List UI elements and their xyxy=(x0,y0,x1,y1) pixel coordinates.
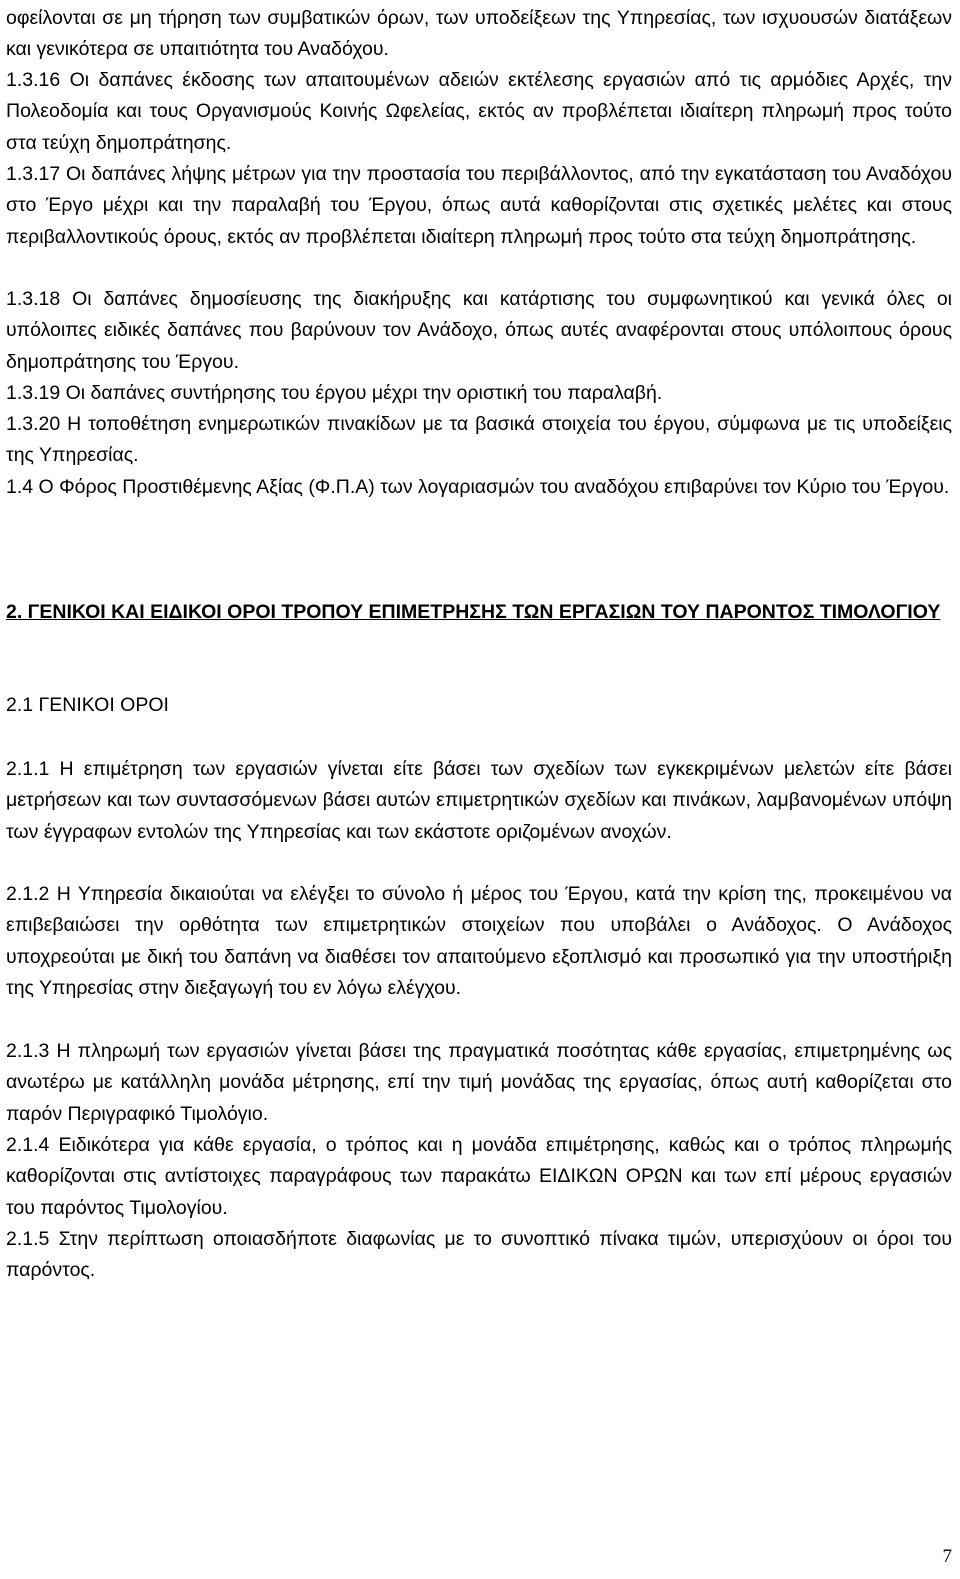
paragraph-2-1-5: 2.1.5 Στην περίπτωση οποιασδήποτε διαφωνίας με το συνοπτικό πίνακα τιμών, υπερισχύουν οι όροι του παρόντος. xyxy=(6,1228,952,1282)
subsection-heading: 2.1 ΓΕΝΙΚΟΙ ΟΡΟΙ xyxy=(6,694,169,716)
paragraph-2-1-4: 2.1.4 Ειδικότερα για κάθε εργασία, ο τρόπος και η μονάδα επιμέτρησης, καθώς και ο τρόπος πληρωμής καθορίζονται στις αντίστοιχες παραγράφους των παρακάτω ΕΙΔΙΚΩΝ ΟΡΩΝ και των επί μέρους εργασιών του παρόντος Τιμολογίου. xyxy=(6,1134,952,1219)
paragraph-1-3-17: 1.3.17 Οι δαπάνες λήψης μέτρων για την προστασία του περιβάλλοντος, από την εγκατάσταση του Αναδόχου στο Έργο μέχρι και την παραλαβή του Έργου, όπως αυτά καθορίζονται στις σχετικές μελέτες και στους περιβαλλοντικούς όρους, εκτός αν προβλέπεται ιδιαίτερη πληρωμή προς τούτο στα τεύχη δημοπράτησης. xyxy=(6,163,952,248)
paragraph-2-1-2: 2.1.2 Η Υπηρεσία δικαιούται να ελέγξει το σύνολο ή μέρος του Έργου, κατά την κρίση της, προκειμένου να επιβεβαιώσει την ορθότητα των επιμετρητικών στοιχείων που υποβάλει ο Ανάδοχος. Ο Ανάδοχος υποχρεούται με δική του δαπάνη να διαθέσει τον απαιτούμενο εξοπλισμό και προσωπικό για την υποστήριξη της Υπηρεσίας στην διεξαγωγή του εν λόγω ελέγχου. xyxy=(6,883,952,1000)
paragraph-1-3-16: 1.3.16 Οι δαπάνες έκδοσης των απαιτουμένων αδειών εκτέλεσης εργασιών από τις αρμόδιες Αρχές, την Πολεοδομία και τους Οργανισμούς Κοινής Ωφελείας, εκτός αν προβλέπεται ιδιαίτερη πληρωμή προς τούτο στα τεύχη δημοπράτησης. xyxy=(6,69,952,154)
section-heading: 2. ΓΕΝΙΚΟΙ ΚΑΙ ΕΙΔΙΚΟΙ ΟΡΟΙ ΤΡΟΠΟΥ ΕΠΙΜΕΤΡΗΣΗΣ ΤΩΝ ΕΡΓΑΣΙΩΝ ΤΟΥ ΠΑΡΟΝΤΟΣ ΤΙΜΟΛΟΓΙΟΥ xyxy=(6,601,941,623)
paragraph-continuation: οφείλονται σε μη τήρηση των συμβατικών όρων, των υποδείξεων της Υπηρεσίας, των ισχυουσών διατάξεων και γενικότερα σε υπαιτιότητα του Αναδόχου. xyxy=(6,7,952,61)
page-number: 7 xyxy=(942,1546,952,1567)
paragraph-1-4: 1.4 Ο Φόρος Προστιθέμενης Αξίας (Φ.Π.Α) των λογαριασμών του αναδόχου επιβαρύνει τον Κύριο του Έργου. xyxy=(6,476,950,498)
paragraph-2-1-1: 2.1.1 Η επιμέτρηση των εργασιών γίνεται είτε βάσει των σχεδίων των εγκεκριμένων μελετών είτε βάσει μετρήσεων και των συντασσόμενων βάσει αυτών επιμετρητικών σχεδίων και πινάκων, λαμβανομένων υπόψη των έγγραφων εντολών της Υπηρεσίας και των εκάστοτε οριζομένων ανοχών. xyxy=(6,758,952,843)
paragraph-1-3-18: 1.3.18 Οι δαπάνες δημοσίευσης της διακήρυξης και κατάρτισης του συμφωνητικού και γενικά όλες οι υπόλοιπες ειδικές δαπάνες που βαρύνουν τον Ανάδοχο, όπως αυτές αναφέρονται στους υπόλοιπους όρους δημοπράτησης του Έργου. xyxy=(6,288,952,373)
paragraph-1-3-20: 1.3.20 Η τοποθέτηση ενημερωτικών πινακίδων με τα βασικά στοιχεία του έργου, σύμφωνα με τις υποδείξεις της Υπηρεσίας. xyxy=(6,413,952,467)
paragraph-2-1-3: 2.1.3 Η πληρωμή των εργασιών γίνεται βάσει της πραγματικά ποσότητας κάθε εργασίας, επιμετρημένης ως ανωτέρω με κατάλληλη μονάδα μέτρησης, επί την τιμή μονάδας της εργασίας, όπως αυτή καθορίζεται στο παρόν Περιγραφικό Τιμολόγιο. xyxy=(6,1040,952,1125)
paragraph-1-3-19: 1.3.19 Οι δαπάνες συντήρησης του έργου μέχρι την οριστική του παραλαβή. xyxy=(6,382,663,404)
